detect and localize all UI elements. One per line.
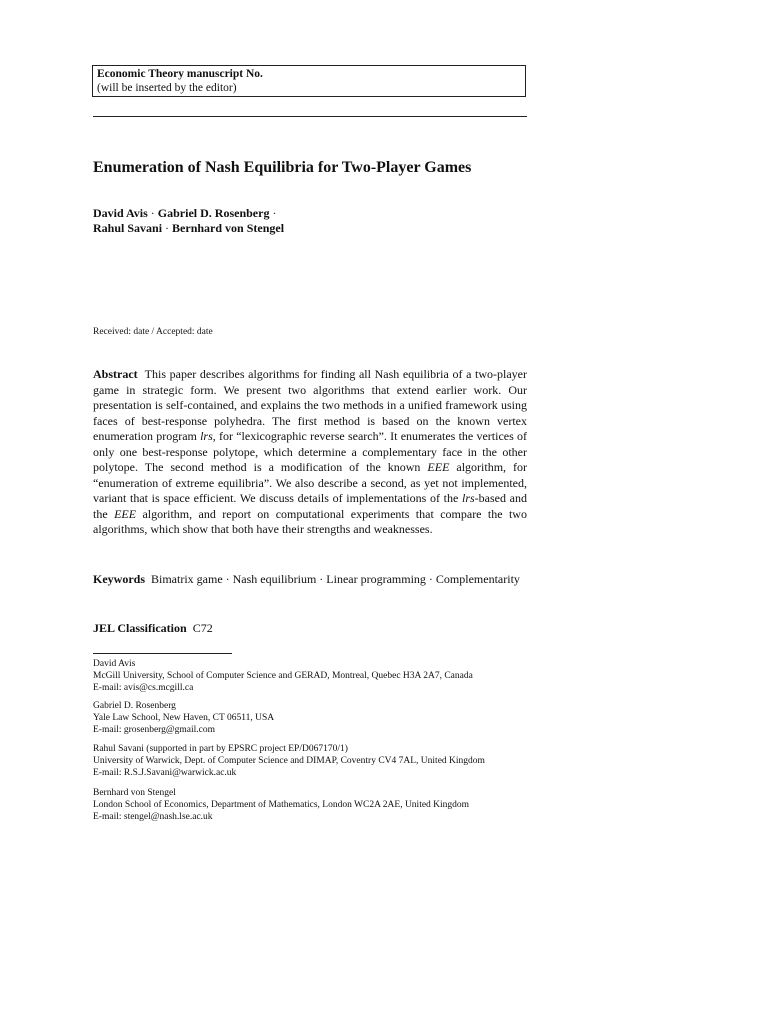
- jel-code: C72: [192, 621, 213, 635]
- footnote-rule: [93, 653, 232, 654]
- affiliation-block: [93, 700, 274, 737]
- affiliation-name: Rahul Savani (supported in part by EPSRC project EP/D067170/1): [93, 744, 348, 754]
- editor-note: (will be inserted by the editor): [97, 82, 237, 94]
- journal-name: Economic Theory manuscript No.: [97, 68, 263, 80]
- affiliation-name: David Avis: [93, 659, 136, 669]
- abstract-text: , for “lexicographic reverse search”. It enumerates the vertices of only one best-response polytope, which determine a complementary face in the other polytope. The second method is a modification of the known: [93, 429, 527, 474]
- affiliation-block: [93, 787, 469, 824]
- author-name: David Avis: [93, 206, 148, 220]
- affiliation-email: E-mail: grosenberg@gmail.com: [93, 725, 216, 736]
- affiliation-institution: University of Warwick, Dept. of Computer Science and DIMAP, Coventry CV4 7AL, United Kingdom: [93, 756, 485, 767]
- abstract-text: algorithm, and report on computational experiments that compare the two algorithms, which show that both have their strengths and weaknesses.: [93, 506, 527, 536]
- journal-header-box: [92, 65, 526, 97]
- abstract-text: algorithm, for “enumeration of extreme equilibria”. We also describe a second, as yet not implemented, variant that is space efficient. We discuss details of implementations of the: [93, 460, 527, 505]
- affiliation-name: Gabriel D. Rosenberg: [93, 701, 176, 711]
- abstract-label: Abstract: [93, 367, 138, 381]
- affiliation-email: E-mail: stengel@nash.lse.ac.uk: [93, 812, 213, 823]
- author-line-1: [93, 206, 276, 221]
- paper-title: Enumeration of Nash Equilibria for Two-Player Games: [93, 159, 472, 176]
- header-rule: [93, 116, 527, 117]
- author-separator: ·: [165, 221, 170, 235]
- keywords-label: Keywords: [93, 572, 145, 586]
- abstract-text: -based and the: [93, 491, 527, 521]
- abstract-term: EEE: [114, 506, 137, 521]
- jel-block: [93, 620, 527, 636]
- abstract-term: lrs: [461, 491, 475, 505]
- affiliation-block: [93, 658, 473, 695]
- affiliation-institution: McGill University, School of Computer Science and GERAD, Montreal, Quebec H3A 2A7, Canada: [93, 671, 473, 682]
- author-line-2: [93, 221, 284, 236]
- affiliation-block: [93, 743, 485, 780]
- abstract-block: [93, 367, 527, 538]
- affiliation-institution: Yale Law School, New Haven, CT 06511, USA: [93, 713, 275, 724]
- author-name: Bernhard von Stengel: [172, 221, 285, 235]
- abstract-term: EEE: [427, 460, 450, 474]
- affiliation-email: E-mail: R.S.J.Savani@warwick.ac.uk: [93, 768, 237, 779]
- author-name: Rahul Savani: [93, 221, 163, 235]
- abstract-term: lrs: [200, 429, 213, 443]
- received-date: Received: date / Accepted: date: [93, 327, 213, 337]
- abstract-text: This paper describes algorithms for finding all Nash equilibria of a two-player game in strategic form. We present two algorithms that extend earlier work. Our presentation is self-contained, and explains the two methods in a unified framework using faces of best-response polyhedra. The first method is based on the known vertex enumeration program: [93, 367, 527, 443]
- jel-label: JEL Classification: [93, 621, 187, 635]
- author-separator: ·: [150, 206, 155, 220]
- author-separator: ·: [272, 206, 277, 220]
- affiliation-email: E-mail: avis@cs.mcgill.ca: [93, 683, 194, 694]
- keywords-block: [93, 571, 527, 587]
- affiliation-institution: London School of Economics, Department of Mathematics, London WC2A 2AE, United Kingdom: [93, 800, 470, 811]
- author-name: Gabriel D. Rosenberg: [157, 206, 270, 220]
- affiliation-name: Bernhard von Stengel: [93, 788, 176, 798]
- keywords-text: Bimatrix game · Nash equilibrium · Linear programming · Complementarity: [151, 572, 520, 586]
